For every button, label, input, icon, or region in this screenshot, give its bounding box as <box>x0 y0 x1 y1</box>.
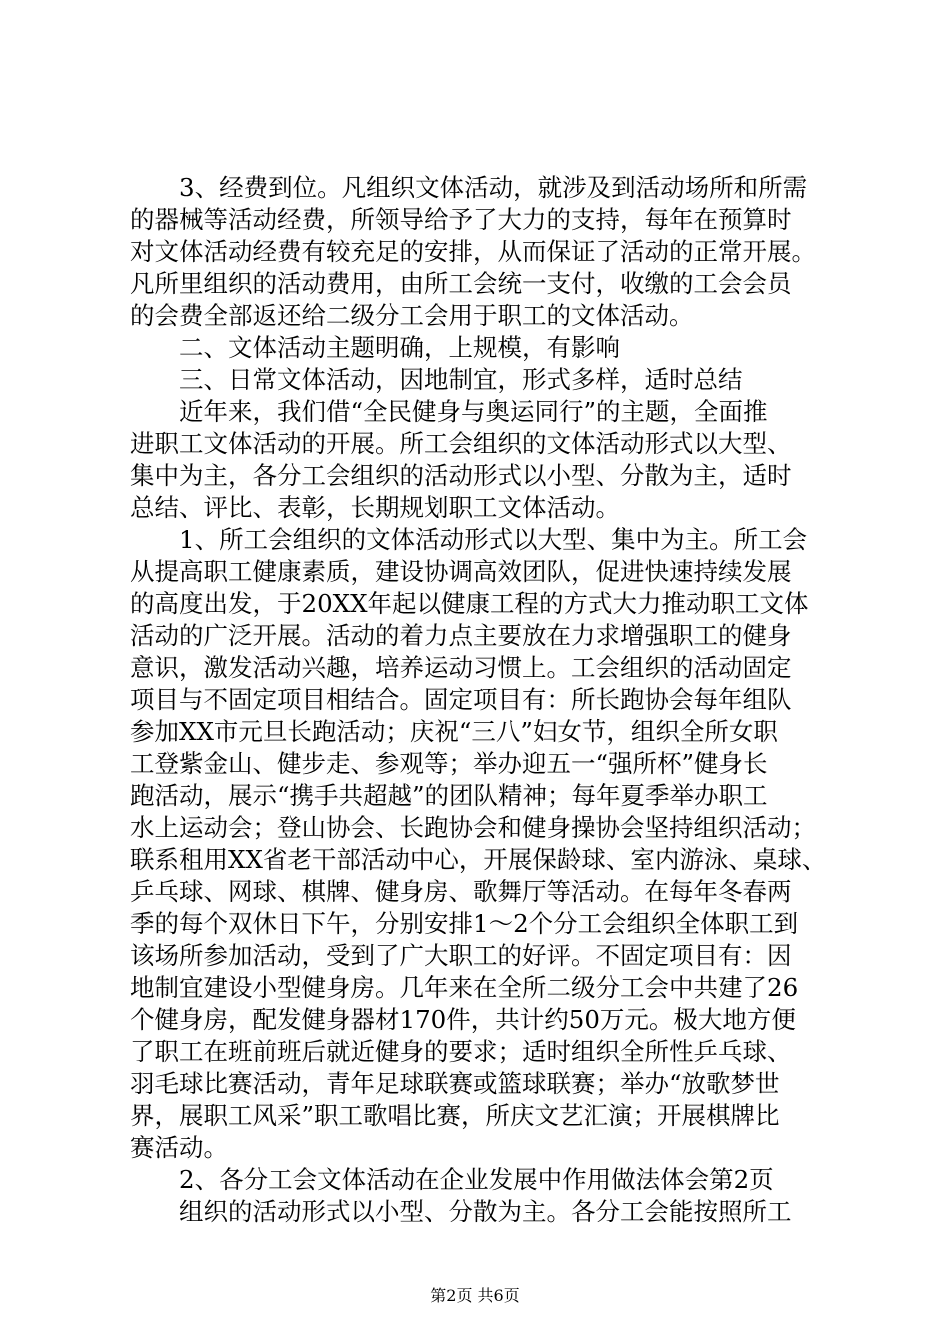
page-footer: 第2页 共6页 <box>430 1286 520 1305</box>
text-line: 活动的广泛开展。活动的着力点主要放在力求增强职工的健身 <box>130 621 792 650</box>
text-line: 界，展职工风采”职工歌唱比赛，所庆文艺汇演；开展棋牌比 <box>130 1101 780 1130</box>
text-line: 的会费全部返还给二级分工会用于职工的文体活动。 <box>130 301 694 330</box>
text-line: 进职工文体活动的开展。所工会组织的文体活动形式以大型、 <box>130 429 792 458</box>
text-line: 对文体活动经费有较充足的安排，从而保证了活动的正常开展。 <box>130 237 816 266</box>
text-line: 地制宜建设小型健身房。几年来在全所二级分工会中共建了26 <box>130 973 799 1002</box>
text-line: 2、各分工会文体活动在企业发展中作用做法体会第2页 <box>130 1165 774 1194</box>
text-line: 个健身房，配发健身器材170件，共计约50万元。极大地方便 <box>130 1005 796 1034</box>
text-line: 从提高职工健康素质，建设协调高效团队，促进快速持续发展 <box>130 557 792 586</box>
text-line: 季的每个双休日下午，分别安排1～2个分工会组织全体职工到 <box>130 909 799 938</box>
text-line: 项目与不固定项目相结合。固定项目有：所长跑协会每年组队 <box>130 685 792 714</box>
text-line: 赛活动。 <box>130 1133 228 1162</box>
text-line: 水上运动会；登山协会、长跑协会和健身操协会坚持组织活动； <box>130 813 816 842</box>
text-line: 跑活动，展示“携手共超越”的团队精神；每年夏季举办职工 <box>130 781 768 810</box>
text-line: 乒乓球、网球、棋牌、健身房、歌舞厅等活动。在每年冬春两 <box>130 877 792 906</box>
text-line: 工登紫金山、健步走、参观等；举办迎五一“强所杯”健身长 <box>130 749 768 778</box>
text-line: 该场所参加活动，受到了广大职工的好评。不固定项目有：因 <box>130 941 792 970</box>
text-line: 了职工在班前班后就近健身的要求；适时组织全所性乒乓球、 <box>130 1037 792 1066</box>
text-line: 组织的活动形式以小型、分散为主。各分工会能按照所工 <box>130 1197 792 1226</box>
text-line: 1、所工会组织的文体活动形式以大型、集中为主。所工会 <box>130 525 808 554</box>
section-heading: 二、文体活动主题明确，上规模，有影响 <box>130 333 620 362</box>
text-line: 联系租用XX省老干部活动中心，开展保龄球、室内游泳、桌球、 <box>130 845 827 874</box>
text-line: 集中为主，各分工会组织的活动形式以小型、分散为主，适时 <box>130 461 792 490</box>
text-line: 凡所里组织的活动费用，由所工会统一支付，收缴的工会会员 <box>130 269 792 298</box>
text-line: 3、经费到位。凡组织文体活动，就涉及到活动场所和所需 <box>130 173 808 202</box>
text-line: 的器械等活动经费，所领导给予了大力的支持，每年在预算时 <box>130 205 792 234</box>
text-line: 羽毛球比赛活动，青年足球联赛或篮球联赛；举办“放歌梦世 <box>130 1069 780 1098</box>
text-line: 的高度出发，于20XX年起以健康工程的方式大力推动职工文体 <box>130 589 809 618</box>
text-line: 参加XX市元旦长跑活动；庆祝“三八”妇女节，组织全所女职 <box>130 717 778 746</box>
text-line: 总结、评比、表彰，长期规划职工文体活动。 <box>130 493 620 522</box>
text-line: 意识，激发活动兴趣，培养运动习惯上。工会组织的活动固定 <box>130 653 792 682</box>
section-heading: 三、日常文体活动，因地制宜，形式多样，适时总结 <box>130 365 743 394</box>
text-line: 近年来，我们借“全民健身与奥运同行”的主题，全面推 <box>130 397 768 426</box>
